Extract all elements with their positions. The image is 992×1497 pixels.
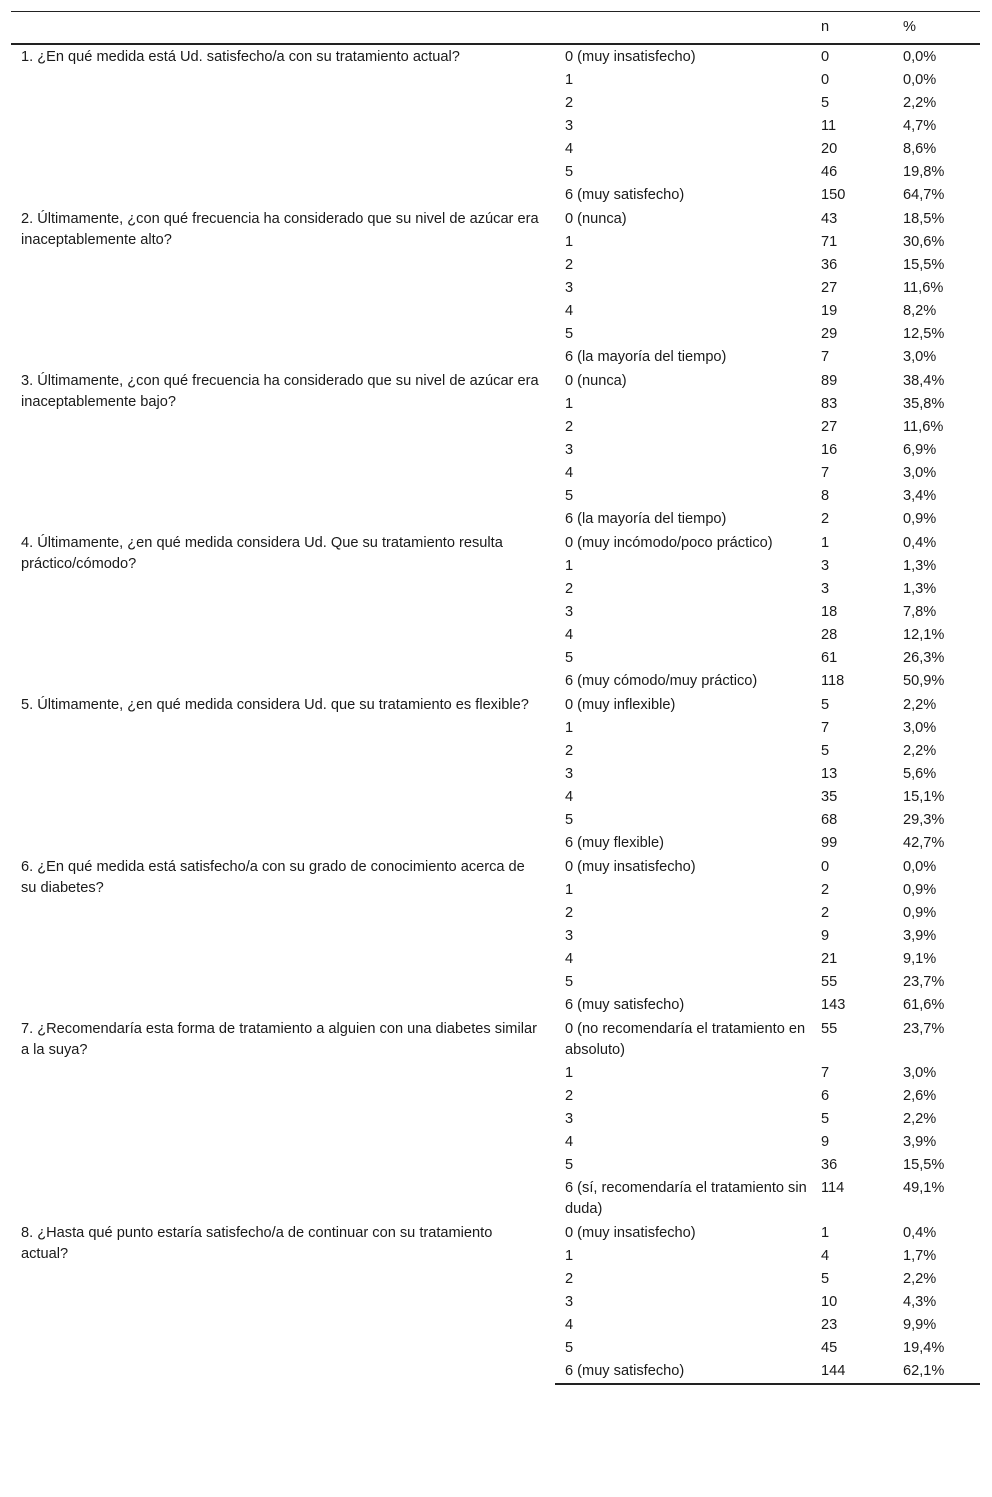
percent-cell: 8,2%: [903, 302, 937, 319]
count-cell: 36: [821, 256, 838, 273]
percent-cell: 0,0%: [903, 71, 937, 88]
count-cell: 28: [821, 626, 838, 643]
table-row: [11, 531, 980, 555]
table-body: [11, 44, 980, 1384]
percent-cell: 19,8%: [903, 163, 945, 180]
response-label: 0 (nunca): [565, 372, 627, 389]
percent-cell: 2,2%: [903, 94, 937, 111]
percent-cell: 4,3%: [903, 1293, 937, 1310]
response-label: 0 (muy incómodo/poco práctico): [565, 534, 773, 551]
response-label: 2: [565, 94, 574, 111]
question-text: 1. ¿En qué medida está Ud. satisfecho/a con su tratamiento actual?: [21, 48, 460, 65]
response-label: 5: [565, 1339, 574, 1356]
response-label: 3: [565, 603, 574, 620]
response-label: 5: [565, 1156, 574, 1173]
count-cell: 23: [821, 1316, 838, 1333]
count-cell: 10: [821, 1293, 838, 1310]
table-row: [11, 207, 980, 231]
count-cell: 55: [821, 1020, 838, 1037]
question-text: 7. ¿Recomendaría esta forma de tratamiento a alguien con una diabetes similar a la suya?: [21, 1020, 537, 1058]
count-cell: 89: [821, 372, 838, 389]
percent-cell: 2,2%: [903, 696, 937, 713]
count-cell: 2: [821, 881, 830, 898]
percent-cell: 2,6%: [903, 1087, 937, 1104]
percent-cell: 2,2%: [903, 742, 937, 759]
response-label: 4: [565, 1316, 574, 1333]
response-label: 6 (muy cómodo/muy práctico): [565, 672, 758, 689]
count-cell: 143: [821, 996, 846, 1013]
percent-cell: 18,5%: [903, 210, 945, 227]
count-cell: 71: [821, 233, 838, 250]
response-label: 5: [565, 163, 574, 180]
percent-cell: 3,0%: [903, 719, 937, 736]
response-label: 3: [565, 927, 574, 944]
response-label: 4: [565, 140, 574, 157]
response-label: 5: [565, 325, 574, 342]
response-label: 5: [565, 973, 574, 990]
percent-cell: 1,3%: [903, 580, 937, 597]
percent-cell: 42,7%: [903, 834, 945, 851]
percent-cell: 9,9%: [903, 1316, 937, 1333]
percent-cell: 11,6%: [903, 418, 944, 435]
count-cell: 55: [821, 973, 838, 990]
response-label: 0 (no recomendaría el tratamiento en absoluto): [565, 1020, 806, 1058]
percent-cell: 0,9%: [903, 881, 937, 898]
percent-cell: 4,7%: [903, 117, 937, 134]
response-label: 2: [565, 256, 574, 273]
percent-cell: 61,6%: [903, 996, 945, 1013]
header-question: [11, 12, 555, 44]
count-cell: 35: [821, 788, 838, 805]
count-cell: 19: [821, 302, 838, 319]
count-cell: 43: [821, 210, 838, 227]
response-label: 4: [565, 464, 574, 481]
percent-cell: 3,9%: [903, 1133, 937, 1150]
response-label: 6 (muy satisfecho): [555, 1360, 811, 1384]
percent-cell: 9,1%: [903, 950, 937, 967]
response-label: 2: [565, 580, 574, 597]
table-row: [11, 369, 980, 393]
response-label: 6 (muy satisfecho): [565, 186, 685, 203]
count-cell: 46: [821, 163, 838, 180]
count-cell: 3: [821, 557, 830, 574]
percent-cell: 0,0%: [903, 48, 937, 65]
response-label: 2: [565, 742, 574, 759]
count-cell: 114: [821, 1179, 845, 1196]
response-label: 4: [565, 950, 574, 967]
count-cell: 36: [821, 1156, 838, 1173]
percent-cell: 5,6%: [903, 765, 937, 782]
count-cell: 144: [811, 1360, 893, 1384]
percent-cell: 2,2%: [903, 1110, 937, 1127]
response-label: 0 (muy insatisfecho): [565, 858, 696, 875]
response-label: 0 (muy insatisfecho): [565, 48, 696, 65]
count-cell: 5: [821, 94, 830, 111]
response-label: 1: [565, 1247, 574, 1264]
response-label: 6 (la mayoría del tiempo): [565, 348, 727, 365]
count-cell: 0: [821, 858, 830, 875]
percent-cell: 12,5%: [903, 325, 945, 342]
response-label: 3: [565, 1110, 574, 1127]
header-pct: %: [893, 12, 980, 44]
percent-cell: 3,0%: [903, 348, 937, 365]
response-label: 1: [565, 71, 574, 88]
percent-cell: 0,4%: [903, 1224, 937, 1241]
response-label: 2: [565, 418, 574, 435]
response-label: 5: [565, 811, 574, 828]
count-cell: 21: [821, 950, 838, 967]
count-cell: 27: [821, 418, 838, 435]
count-cell: 5: [821, 742, 830, 759]
header-n: n: [811, 12, 893, 44]
percent-cell: 0,4%: [903, 534, 937, 551]
percent-cell: 50,9%: [903, 672, 945, 689]
count-cell: 1: [821, 1224, 830, 1241]
count-cell: 5: [821, 696, 830, 713]
count-cell: 0: [821, 48, 830, 65]
percent-cell: 0,9%: [903, 904, 937, 921]
response-label: 4: [565, 788, 574, 805]
percent-cell: 12,1%: [903, 626, 945, 643]
count-cell: 7: [821, 348, 830, 365]
table-header: [11, 12, 980, 44]
count-cell: 18: [821, 603, 838, 620]
response-label: 6 (muy flexible): [565, 834, 664, 851]
count-cell: 2: [821, 510, 830, 527]
count-cell: 150: [821, 186, 846, 203]
percent-cell: 49,1%: [903, 1179, 945, 1196]
response-label: 1: [565, 1064, 574, 1081]
count-cell: 3: [821, 580, 830, 597]
percent-cell: 38,4%: [903, 372, 945, 389]
results-table: [11, 11, 980, 1385]
count-cell: 68: [821, 811, 838, 828]
count-cell: 118: [821, 672, 845, 689]
results-table-container: [11, 11, 980, 1385]
count-cell: 13: [821, 765, 838, 782]
count-cell: 4: [821, 1247, 830, 1264]
percent-cell: 6,9%: [903, 441, 937, 458]
question-text: 2. Últimamente, ¿con qué frecuencia ha considerado que su nivel de azúcar era inaceptablemente alto?: [21, 210, 539, 248]
count-cell: 7: [821, 719, 830, 736]
percent-cell: 1,3%: [903, 557, 937, 574]
count-cell: 2: [821, 904, 830, 921]
count-cell: 6: [821, 1087, 830, 1104]
response-label: 6 (la mayoría del tiempo): [565, 510, 727, 527]
count-cell: 29: [821, 325, 838, 342]
count-cell: 9: [821, 1133, 830, 1150]
header-response: [555, 12, 811, 44]
response-label: 6 (sí, recomendaría el tratamiento sin duda): [565, 1179, 807, 1217]
header-row: [11, 12, 980, 44]
response-label: 3: [565, 1293, 574, 1310]
percent-cell: 15,1%: [903, 788, 945, 805]
question-text: 6. ¿En qué medida está satisfecho/a con su grado de conocimiento acerca de su diabetes?: [21, 858, 525, 896]
percent-cell: 3,9%: [903, 927, 937, 944]
percent-cell: 7,8%: [903, 603, 937, 620]
count-cell: 16: [821, 441, 838, 458]
response-label: 1: [565, 557, 574, 574]
response-label: 6 (muy satisfecho): [565, 996, 685, 1013]
response-label: 1: [565, 395, 574, 412]
response-label: 4: [565, 1133, 574, 1150]
percent-cell: 26,3%: [903, 649, 945, 666]
response-label: 3: [565, 441, 574, 458]
percent-cell: 11,6%: [903, 279, 944, 296]
count-cell: 1: [821, 534, 830, 551]
percent-cell: 8,6%: [903, 140, 937, 157]
percent-cell: 2,2%: [903, 1270, 937, 1287]
count-cell: 99: [821, 834, 838, 851]
percent-cell: 29,3%: [903, 811, 945, 828]
percent-cell: 3,0%: [903, 1064, 937, 1081]
table-row: [11, 855, 980, 879]
percent-cell: 35,8%: [903, 395, 945, 412]
count-cell: 9: [821, 927, 830, 944]
count-cell: 45: [821, 1339, 838, 1356]
count-cell: 7: [821, 464, 830, 481]
response-label: 2: [565, 904, 574, 921]
percent-cell: 23,7%: [903, 973, 945, 990]
percent-cell: 0,0%: [903, 858, 937, 875]
response-label: 0 (muy insatisfecho): [565, 1224, 696, 1241]
percent-cell: 15,5%: [903, 1156, 945, 1173]
response-label: 3: [565, 279, 574, 296]
question-text: 4. Últimamente, ¿en qué medida considera Ud. Que su tratamiento resulta práctico/cómodo?: [21, 534, 503, 572]
response-label: 0 (nunca): [565, 210, 627, 227]
table-row: [11, 44, 980, 69]
count-cell: 83: [821, 395, 838, 412]
response-label: 3: [565, 117, 574, 134]
count-cell: 7: [821, 1064, 830, 1081]
response-label: 3: [565, 765, 574, 782]
response-label: 1: [565, 233, 574, 250]
percent-cell: 15,5%: [903, 256, 945, 273]
percent-cell: 23,7%: [903, 1020, 945, 1037]
response-label: 0 (muy inflexible): [565, 696, 676, 713]
count-cell: 8: [821, 487, 830, 504]
count-cell: 61: [821, 649, 838, 666]
response-label: 1: [565, 881, 574, 898]
response-label: 1: [565, 719, 574, 736]
percent-cell: 0,9%: [903, 510, 937, 527]
count-cell: 0: [821, 71, 830, 88]
table-row: [11, 1017, 980, 1062]
count-cell: 27: [821, 279, 838, 296]
table-row: [11, 1221, 980, 1245]
percent-cell: 3,0%: [903, 464, 937, 481]
question-text: 3. Últimamente, ¿con qué frecuencia ha considerado que su nivel de azúcar era inaceptablemente bajo?: [21, 372, 539, 410]
percent-cell: 3,4%: [903, 487, 937, 504]
percent-cell: 30,6%: [903, 233, 945, 250]
response-label: 4: [565, 302, 574, 319]
percent-cell: 62,1%: [893, 1360, 980, 1384]
question-text: 8. ¿Hasta qué punto estaría satisfecho/a de continuar con su tratamiento actual?: [21, 1224, 493, 1262]
count-cell: 5: [821, 1110, 830, 1127]
response-label: 2: [565, 1087, 574, 1104]
count-cell: 11: [821, 117, 837, 134]
percent-cell: 1,7%: [903, 1247, 937, 1264]
response-label: 5: [565, 487, 574, 504]
response-label: 4: [565, 626, 574, 643]
percent-cell: 64,7%: [903, 186, 945, 203]
count-cell: 5: [821, 1270, 830, 1287]
table-row: [11, 693, 980, 717]
count-cell: 20: [821, 140, 838, 157]
percent-cell: 19,4%: [903, 1339, 945, 1356]
response-label: 2: [565, 1270, 574, 1287]
question-text: 5. Últimamente, ¿en qué medida considera Ud. que su tratamiento es flexible?: [21, 696, 529, 713]
response-label: 5: [565, 649, 574, 666]
